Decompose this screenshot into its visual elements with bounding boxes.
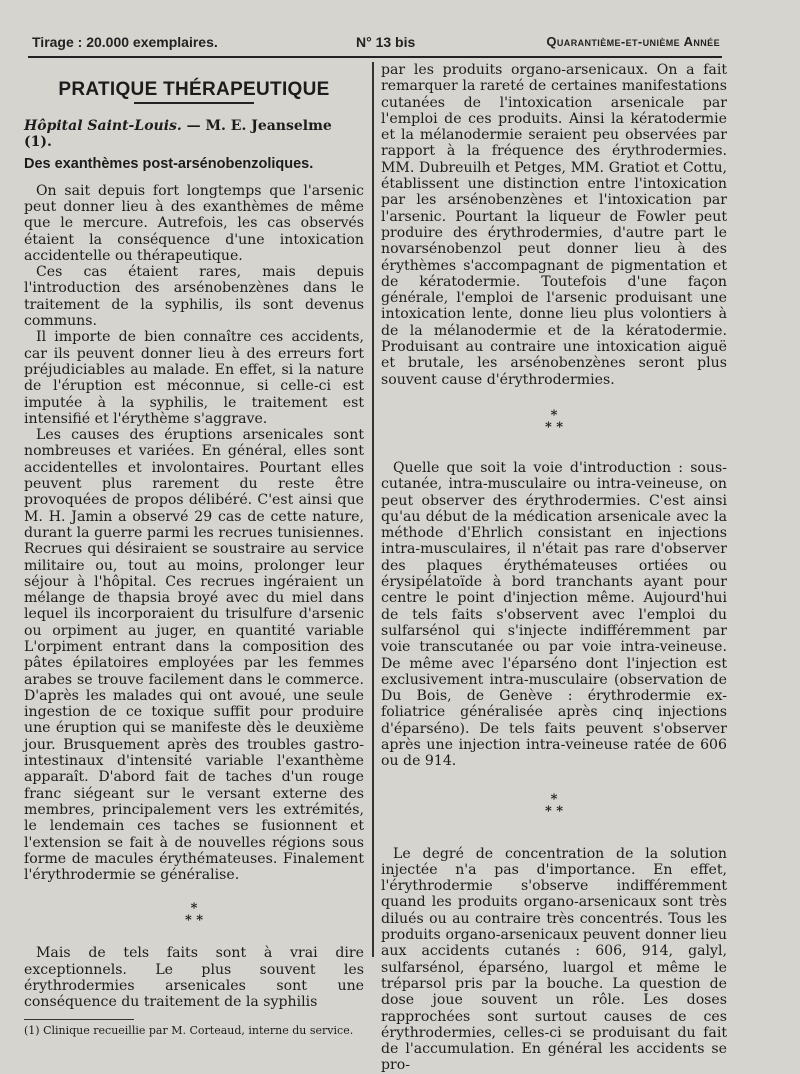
left-column <box>24 62 364 1037</box>
right-column <box>381 62 727 1074</box>
paragraph: Ces cas étaient rares, mais depuis l'introduction des arsénobenzènes dans le traitement de la syphilis, ils sont devenus communs. <box>24 264 364 330</box>
paragraph: Quelle que soit la voie d'introduction : sous-cutanée, intra-musculaire ou intra-veineuse, on peut observer des érythrodermies. C'est ainsi qu'au début de la médication arsenicale avec la méthode d'Ehrlich consistant en injections intra-musculaires, il n'était pas rare d'observer des plaques érythémateuses ortiées ou érysipélatoïde à bord tranchants ayant pour centre le point d'injection même. Aujourd'hui de tels faits s'observent avec l'emploi du sulfarsénol qui s'injecte indifféremment par voie transcutanée ou par voie intra-veineuse. De même avec l'éparséno dont l'injection est exclusivement intra-musculaire (observation de Du Bois, de Genève : érythrodermie ex-foliatrice généralisée après cinq injections d'éparséno). De tels faits peuvent s'observer après une injection intra-veineuse ratée de 606 ou de 914. <box>381 459 727 770</box>
footnote-rule <box>24 1019 134 1020</box>
paragraph: Mais de tels faits sont à vrai dire exceptionnels. Le plus souvent les érythrodermies arsenicales sont une conséquence du traitement de la syphilis <box>24 945 364 1011</box>
paragraph: Le degré de concentration de la solution injectée n'a pas d'importance. En effet, l'érythrodermie s'observe indifféremment quand les produits organo-arsenicaux sont très dilués ou au contraire très concentrés. Tous les produits organo-arsenicaux peuvent donner lieu aux accidents cutanés : 606, 914, galyl, sulfarsénol, éparséno, luargol et même le tréparsol pris par la bouche. La question de dose joue souvent un rôle. Les doses rapprochées sont surtout causes de ces érythrodermies, celles-ci se produisant du fait de l'accumulation. En général les accidents se pro- <box>381 845 727 1074</box>
paragraph: Il importe de bien connaître ces accidents, car ils peuvent donner lieu à des erreurs fort préjudiciables au malade. En effet, si la nature de l'éruption est méconnue, si celle-ci est imputée à la syphilis, le traitement est intensifié et l'érythème s'aggrave. <box>24 329 364 427</box>
column-divider <box>372 62 374 957</box>
print-run: Tirage : 20.000 exemplaires. <box>32 34 218 50</box>
paragraph: par les produits organo-arsenicaux. On a fait remarquer la rareté de certaines manifestations cutanées de l'intoxication arsenicale par l'emploi de ces produits. Ainsi la kératodermie et la mélanodermie seraient peu observées par rapport à la fréquence des érythrodermies. MM. Dubreuilh et Petges, MM. Gratiot et Cottu, établissent une distinction entre l'intoxication par les arsénobenzènes et l'intoxication par l'arsenic. Pourtant la liqueur de Fowler peut produire des érythrodermies, d'autre part le novarsénobenzol peut donner lieu à des érythèmes s'accompagnant de pigmentation et de kératodermie. Toutefois d'une façon générale, l'emploi de l'arsenic produisant une intoxication lente, donne lieu plus volontiers à de la mélanodermie et de la kératodermie. Produisant au contraire une intoxication aiguë et brutale, les arsénobenzènes seront plus souvent cause d'érythrodermies. <box>381 62 727 388</box>
asterism-separator: * * * <box>184 901 204 929</box>
issue-number: N° 13 bis <box>356 34 416 50</box>
footnote: (1) Clinique recueillie par M. Corteaud, interne du service. <box>24 1023 354 1037</box>
asterism-separator: * * * <box>544 791 564 819</box>
title-underline <box>134 102 254 104</box>
volume-year: Quarantième-et-unième Année <box>546 34 720 49</box>
paragraph: Les causes des éruptions arsenicales sont nombreuses et variées. En général, elles sont accidentelles et involontaires. Pourtant elles peuvent plus rarement du reste être provoquées de propos délibéré. C'est ainsi que M. H. Jamin a observé 29 cas de cette nature, durant la guerre parmi les recrues tunisiennes. Recrues qui désiraient se soustraire au service militaire ou, tout au moins, prolonger leur séjour à l'hôpital. Ces recrues ingéraient un mélange de thapsia broyé avec du miel dans lequel ils incorporaient du trisulfure d'arsenic ou orpiment au juger, en quantité variable L'orpiment entrant dans la composition des pâtes épilatoires employées par les femmes arabes se trouve facilement dans le commerce. D'après les malades qui ont avoué, une seule ingestion de ce toxique suffit pour produire une éruption qui se manifeste dès le deuxième jour. Brusquement après des troubles gastro-intestinaux d'intensité variable l'exanthème apparaît. D'abord fait de taches d'un rouge franc siégeant sur le versant externe des membres, principalement vers les extrémités, le lendemain ces taches se fusionnent et l'extension se fait à de nouvelles régions sous forme de macules érythémateuses. Finalement l'érythrodermie se généralise. <box>24 427 364 884</box>
header-rule <box>28 56 722 58</box>
hospital-name: Hôpital Saint-Louis. <box>24 117 182 134</box>
section-title: PRATIQUE THÉRAPEUTIQUE <box>58 79 330 100</box>
hospital-line <box>24 118 364 151</box>
page-header <box>28 34 720 54</box>
paragraph: On sait depuis fort longtemps que l'arsenic peut donner lieu à des exanthèmes de même que le mercure. Autrefois, les cas observés étaient la conséquence d'une intoxication accidentelle ou thérapeutique. <box>24 182 364 264</box>
asterism-separator: * * * <box>544 407 564 435</box>
article-subtitle: Des exanthèmes post-arsénobenzoliques. <box>24 156 314 173</box>
hospital-author: — M. E. Jeanselme (1). <box>24 117 332 151</box>
